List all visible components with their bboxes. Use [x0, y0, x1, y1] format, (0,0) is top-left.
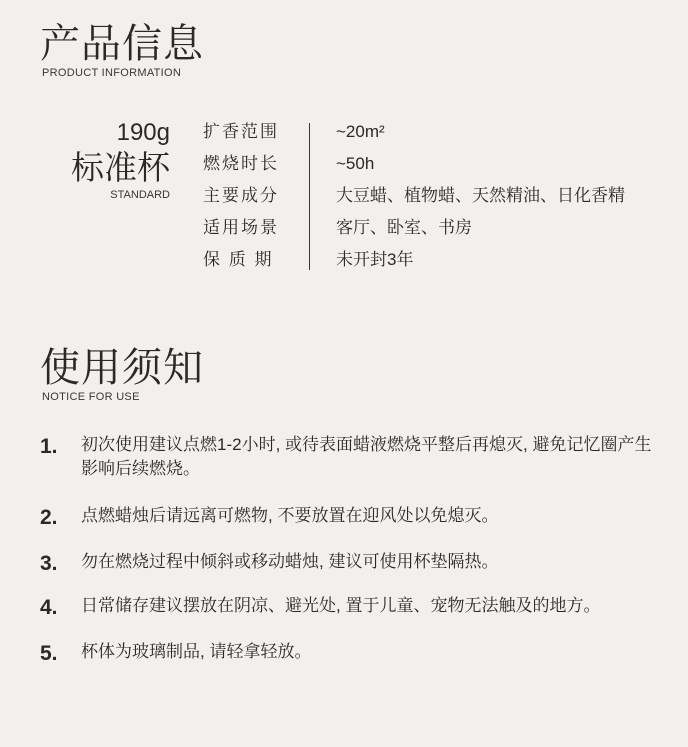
product-size: 190g — [116, 119, 170, 146]
notice-number: 5. — [40, 642, 58, 665]
spec-value-scenes: 客厅、卧室、书房 — [336, 218, 472, 237]
product-info-title: 产品信息 — [40, 21, 204, 67]
product-name: 标准杯 — [71, 148, 170, 187]
product-info-subtitle: PRODUCT INFORMATION — [42, 67, 182, 79]
notice-text: 初次使用建议点燃1-2小时, 或待表面蜡液燃烧平整后再熄灭, 避免记忆圈产生影响后续燃烧。 — [81, 435, 652, 478]
spec-label-scent-range: 扩香范围 — [203, 122, 279, 141]
notice-item — [40, 550, 660, 574]
notice-number: 1. — [40, 435, 58, 458]
notice-item — [40, 594, 660, 618]
spec-label-burn-time: 燃烧时长 — [203, 154, 279, 173]
notice-number: 4. — [40, 596, 58, 619]
spec-label-scenes: 适用场景 — [203, 218, 279, 237]
notice-title: 使用须知 — [40, 345, 204, 391]
notice-number: 3. — [40, 552, 58, 575]
notice-number: 2. — [40, 506, 58, 529]
notice-list — [40, 433, 660, 664]
spec-value-shelf-life: 未开封3年 — [336, 250, 414, 269]
spec-value-ingredients: 大豆蜡、植物蜡、天然精油、日化香精 — [336, 186, 625, 205]
spec-value-burn-time: ~50h — [336, 154, 375, 173]
notice-item — [40, 433, 660, 481]
notice-text: 日常储存建议摆放在阴凉、避光处, 置于儿童、宠物无法触及的地方。 — [81, 596, 601, 615]
notice-item — [40, 640, 660, 664]
spec-label-ingredients: 主要成分 — [203, 186, 279, 205]
spec-values — [336, 118, 676, 278]
product-summary — [40, 118, 170, 202]
notice-text: 点燃蜡烛后请远离可燃物, 不要放置在迎风处以免熄灭。 — [81, 506, 499, 525]
spec-label-shelf-life: 保 质 期 — [203, 250, 274, 269]
product-name-en: STANDARD — [110, 189, 170, 201]
spec-labels — [203, 118, 313, 278]
spec-value-scent-range: ~20m² — [336, 122, 385, 141]
notice-item — [40, 504, 660, 528]
notice-text: 勿在燃烧过程中倾斜或移动蜡烛, 建议可使用杯垫隔热。 — [81, 552, 499, 571]
spec-divider — [309, 123, 310, 270]
notice-subtitle: NOTICE FOR USE — [42, 391, 140, 403]
notice-text: 杯体为玻璃制品, 请轻拿轻放。 — [81, 642, 312, 661]
